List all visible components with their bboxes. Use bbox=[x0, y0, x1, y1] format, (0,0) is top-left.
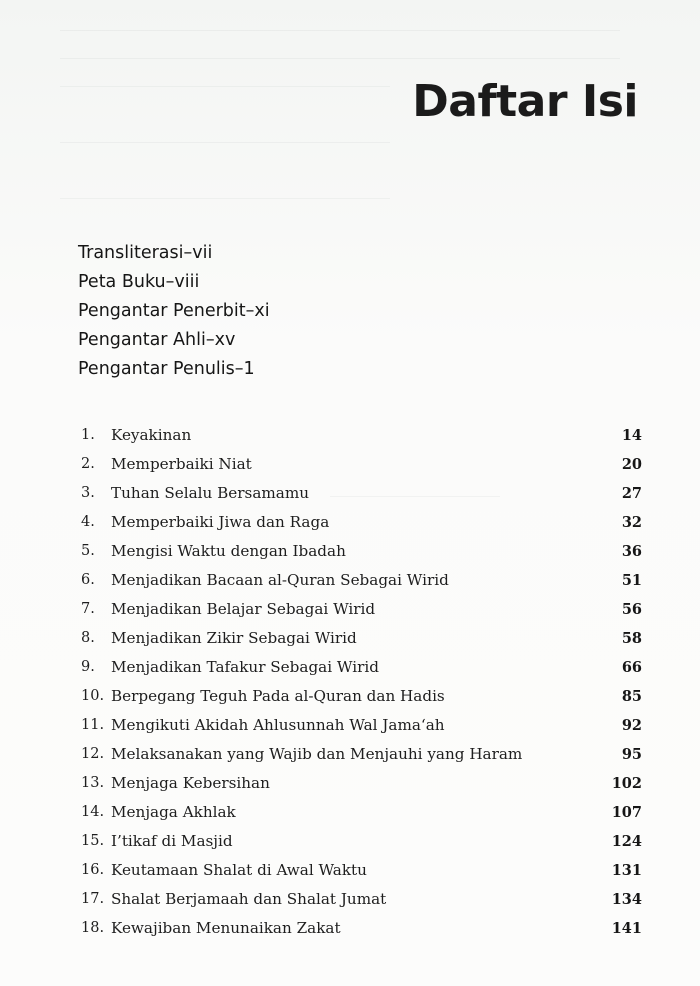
chapter-title: Menjaga Kebersihan bbox=[111, 774, 270, 792]
bleed-through-line bbox=[60, 30, 620, 31]
chapter-number: 7. bbox=[81, 601, 95, 617]
chapter-title: Shalat Berjamaah dan Shalat Jumat bbox=[111, 890, 387, 908]
page-number: 66 bbox=[621, 659, 642, 676]
front-matter-item: Pengantar Penulis–1 bbox=[78, 359, 255, 379]
chapter-number: 14. bbox=[81, 804, 105, 820]
chapter-number: 5. bbox=[81, 543, 95, 559]
chapter-title: Kewajiban Menunaikan Zakat bbox=[111, 919, 341, 937]
page-number: 141 bbox=[611, 920, 642, 937]
chapter-number: 6. bbox=[81, 572, 95, 588]
toc-entry bbox=[81, 769, 642, 798]
front-matter-item: Transliterasi–vii bbox=[78, 243, 213, 263]
toc-entry bbox=[81, 798, 642, 827]
chapter-number: 16. bbox=[81, 862, 105, 878]
bleed-through-line bbox=[60, 58, 620, 59]
chapter-title: Menjadikan Zikir Sebagai Wirid bbox=[111, 629, 357, 647]
page-number: 124 bbox=[611, 833, 642, 850]
page-number: 36 bbox=[621, 543, 642, 560]
toc-entry bbox=[81, 856, 642, 885]
chapter-title: Menjaga Akhlak bbox=[111, 803, 236, 821]
toc-entry bbox=[81, 914, 642, 943]
chapter-number: 9. bbox=[81, 659, 95, 675]
chapter-number: 13. bbox=[81, 775, 105, 791]
page-number: 131 bbox=[611, 862, 642, 879]
page-number: 51 bbox=[621, 572, 642, 589]
front-matter-item: Peta Buku–viii bbox=[78, 272, 200, 292]
chapter-title: Berpegang Teguh Pada al-Quran dan Hadis bbox=[111, 687, 445, 705]
toc-entry bbox=[81, 595, 642, 624]
chapter-number: 3. bbox=[81, 485, 95, 501]
front-matter-item: Pengantar Penerbit–xi bbox=[78, 301, 270, 321]
toc-entry bbox=[81, 682, 642, 711]
chapter-title: Menjadikan Tafakur Sebagai Wirid bbox=[111, 658, 379, 676]
chapter-title: Menjadikan Bacaan al-Quran Sebagai Wirid bbox=[111, 571, 449, 589]
front-matter-item: Pengantar Ahli–xv bbox=[78, 330, 236, 350]
page-number: 14 bbox=[621, 427, 642, 444]
toc-entry bbox=[81, 653, 642, 682]
chapter-number: 17. bbox=[81, 891, 105, 907]
toc-entry bbox=[81, 421, 642, 450]
chapter-list bbox=[81, 421, 642, 943]
page-number: 102 bbox=[611, 775, 642, 792]
chapter-title: Memperbaiki Niat bbox=[111, 455, 252, 473]
toc-entry bbox=[81, 740, 642, 769]
toc-entry bbox=[81, 827, 642, 856]
toc-entry bbox=[81, 711, 642, 740]
chapter-number: 2. bbox=[81, 456, 95, 472]
chapter-number: 4. bbox=[81, 514, 95, 530]
chapter-title: Menjadikan Belajar Sebagai Wirid bbox=[111, 600, 376, 618]
chapter-number: 8. bbox=[81, 630, 95, 646]
chapter-number: 18. bbox=[81, 920, 105, 936]
page-number: 56 bbox=[621, 601, 642, 618]
chapter-number: 15. bbox=[81, 833, 105, 849]
front-matter-list bbox=[78, 239, 270, 384]
page-number: 27 bbox=[621, 485, 642, 502]
page-number: 20 bbox=[621, 456, 642, 473]
page-number: 95 bbox=[621, 746, 642, 763]
chapter-title: Keutamaan Shalat di Awal Waktu bbox=[111, 861, 367, 879]
chapter-number: 12. bbox=[81, 746, 105, 762]
chapter-title: Keyakinan bbox=[111, 426, 192, 444]
chapter-title: Melaksanakan yang Wajib dan Menjauhi yang Haram bbox=[111, 745, 523, 763]
toc-entry bbox=[81, 508, 642, 537]
chapter-title: Tuhan Selalu Bersamamu bbox=[111, 484, 310, 502]
chapter-number: 10. bbox=[81, 688, 105, 704]
bleed-through-line bbox=[60, 142, 390, 143]
page-number: 92 bbox=[621, 717, 642, 734]
toc-entry bbox=[81, 450, 642, 479]
chapter-title: Memperbaiki Jiwa dan Raga bbox=[111, 513, 330, 531]
toc-entry bbox=[81, 479, 642, 508]
chapter-number: 1. bbox=[81, 427, 95, 443]
toc-entry bbox=[81, 537, 642, 566]
toc-entry bbox=[81, 624, 642, 653]
chapter-title: I’tikaf di Masjid bbox=[111, 832, 233, 850]
page-number: 107 bbox=[611, 804, 642, 821]
bleed-through-line bbox=[60, 198, 390, 199]
page-number: 134 bbox=[611, 891, 642, 908]
chapter-title: Mengikuti Akidah Ahlusunnah Wal Jama‘ah bbox=[111, 716, 445, 734]
toc-entry bbox=[81, 885, 642, 914]
page-number: 58 bbox=[621, 630, 642, 647]
bleed-through-line bbox=[60, 86, 390, 87]
chapter-title: Mengisi Waktu dengan Ibadah bbox=[111, 542, 346, 560]
page-number: 85 bbox=[621, 688, 642, 705]
toc-entry bbox=[81, 566, 642, 595]
page-title: Daftar Isi bbox=[412, 76, 638, 127]
page-number: 32 bbox=[621, 514, 642, 531]
chapter-number: 11. bbox=[81, 717, 105, 733]
